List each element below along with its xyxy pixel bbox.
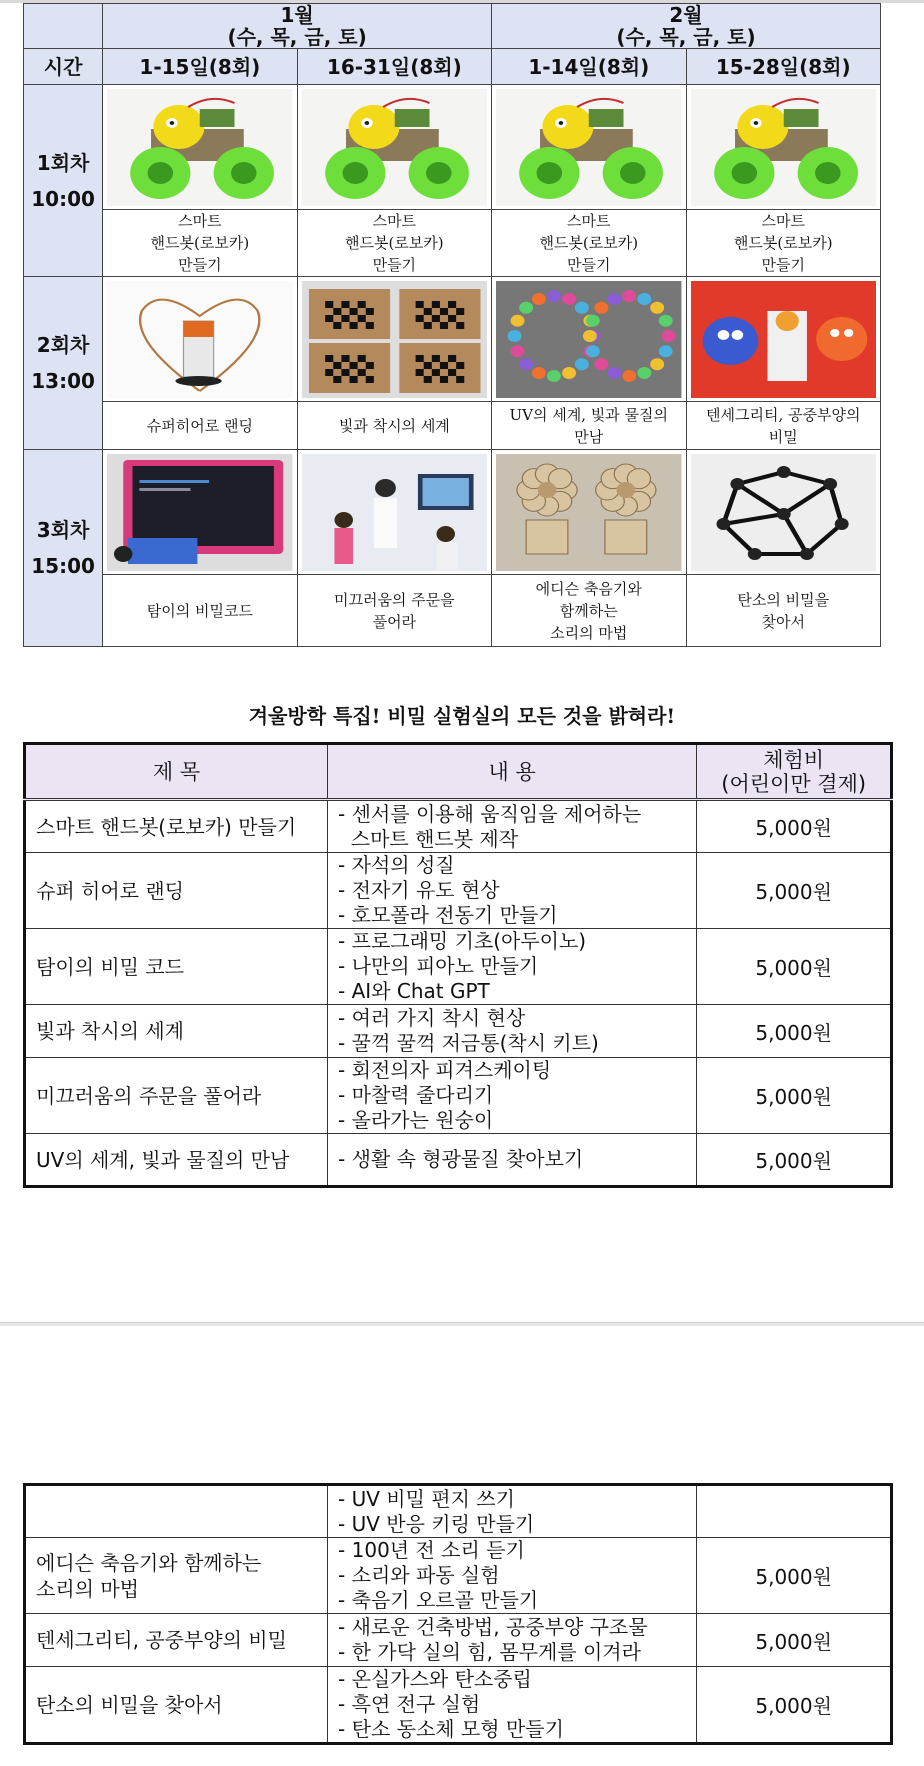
month-days: (수, 목, 금, 토) — [227, 25, 367, 49]
program-fee-cell — [697, 1485, 892, 1538]
content-line: - 프로그래밍 기초(아두이노) — [338, 929, 587, 953]
session-2-label — [24, 277, 103, 450]
program-row — [25, 1134, 892, 1187]
content-line: - 온실가스와 탄소중립 — [338, 1667, 532, 1691]
activity-caption: 스마트 핸드봇(로보카) 만들기 — [103, 210, 297, 277]
content-line: - 100년 전 소리 듣기 — [338, 1538, 525, 1562]
program-rows — [25, 800, 892, 1187]
content-line: - 소리와 파동 실험 — [338, 1563, 500, 1587]
program-row — [25, 1005, 892, 1058]
session-name: 2회차 — [36, 333, 90, 357]
corner-cell — [24, 4, 103, 49]
program-fee-cell: 5,000원 — [697, 1134, 892, 1187]
content-line: - 마찰력 줄다리기 — [338, 1083, 494, 1107]
period-header: 15-28일(8회) — [686, 49, 881, 85]
content-line: - 호모폴라 전동기 만들기 — [338, 903, 558, 927]
session-time: 13:00 — [31, 369, 95, 393]
program-content-cell — [328, 1058, 697, 1134]
program-row — [25, 800, 892, 853]
fee-header-line: 체험비 — [763, 747, 825, 772]
content-line: - UV 반응 키링 만들기 — [338, 1511, 535, 1536]
content-line: - 생활 속 형광물질 찾아보기 — [338, 1147, 584, 1171]
classroom-experiment-photo — [302, 454, 487, 571]
program-content-cell — [328, 853, 697, 929]
program-title-cell: 빛과 착시의 세계 — [25, 1005, 328, 1058]
content-line: - 올라가는 원숭이 — [338, 1108, 494, 1132]
photo-cell — [686, 277, 881, 402]
content-line: - 나만의 피아노 만들기 — [338, 954, 539, 978]
program-fee-cell: 5,000원 — [697, 1005, 892, 1058]
tensegrity-toy-photo — [691, 281, 877, 398]
photo-cell — [103, 277, 297, 402]
session-time: 15:00 — [31, 554, 95, 578]
content-line: - 자석의 성질 — [338, 853, 455, 877]
month-header-jan — [103, 4, 492, 49]
content-line: - 축음기 오르골 만들기 — [338, 1588, 539, 1612]
photo-cell — [492, 85, 686, 210]
activity-caption: 탐이의 비밀코드 — [103, 575, 297, 647]
content-column-header: 내 용 — [328, 744, 697, 800]
program-content-cell — [328, 1667, 697, 1744]
robot-car-photo — [691, 89, 877, 206]
program-table-continued — [23, 1483, 893, 1745]
period-header: 16-31일(8회) — [297, 49, 491, 85]
program-row — [25, 1538, 892, 1614]
activity-caption: 스마트 핸드봇(로보카) 만들기 — [492, 210, 686, 277]
content-line: - AI와 Chat GPT — [338, 979, 490, 1003]
program-title: 겨울방학 특집! 비밀 실험실의 모든 것을 밝혀라! — [248, 704, 676, 728]
page-break — [0, 1322, 924, 1326]
program-row — [25, 929, 892, 1005]
program-content-cell — [328, 1005, 697, 1058]
month-name: 1월 — [280, 3, 314, 27]
content-line: - 한 가닥 실의 힘, 몸무게를 이겨라 — [338, 1640, 641, 1664]
content-line: - 센서를 이용해 움직임을 제어하는 — [338, 801, 642, 826]
activity-caption: 스마트 핸드봇(로보카) 만들기 — [686, 210, 881, 277]
activity-caption: 스마트 핸드봇(로보카) 만들기 — [297, 210, 491, 277]
photo-cell — [686, 450, 881, 575]
content-line: - 흑연 전구 실험 — [338, 1692, 481, 1716]
photo-cell — [492, 277, 686, 402]
content-line: - UV 비밀 편지 쓰기 — [338, 1486, 515, 1511]
program-row — [25, 1485, 892, 1538]
program-title-cell: 탄소의 비밀을 찾아서 — [25, 1667, 328, 1744]
activity-caption: 빛과 착시의 세계 — [297, 402, 491, 450]
photo-cell — [297, 85, 491, 210]
program-row — [25, 853, 892, 929]
program-title-cell: UV의 세계, 빛과 물질의 만남 — [25, 1134, 328, 1187]
content-line: - 회전의자 피겨스케이팅 — [338, 1058, 552, 1082]
session-name: 3회차 — [36, 518, 90, 542]
photo-cell — [103, 85, 297, 210]
activity-caption: 텐세그리티, 공중부양의 비밀 — [686, 402, 881, 450]
program-fee-cell: 5,000원 — [697, 1058, 892, 1134]
activity-caption: 미끄러움의 주문을 풀어라 — [297, 575, 491, 647]
arduino-tablet-photo — [107, 454, 292, 571]
carbon-molecule-model-photo — [691, 454, 877, 571]
program-content-cell — [328, 1134, 697, 1187]
robot-car-photo — [302, 89, 487, 206]
program-fee-cell: 5,000원 — [697, 1538, 892, 1614]
program-fee-cell: 5,000원 — [697, 800, 892, 853]
magnet-heart-photo — [107, 281, 292, 398]
program-content-cell — [328, 1614, 697, 1667]
activity-caption: 슈퍼히어로 랜딩 — [103, 402, 297, 450]
content-line: 스마트 핸드봇 제작 — [338, 826, 519, 851]
program-title-cell: 탐이의 비밀 코드 — [25, 929, 328, 1005]
program-title-cell: 에디슨 축음기와 함께하는 소리의 마법 — [25, 1538, 328, 1614]
program-title-cell: 미끄러움의 주문을 풀어라 — [25, 1058, 328, 1134]
program-content-cell — [328, 800, 697, 853]
program-fee-cell: 5,000원 — [697, 1614, 892, 1667]
content-line: - 꿀꺽 꿀꺽 저금통(착시 키트) — [338, 1031, 599, 1055]
robot-car-photo — [496, 89, 681, 206]
activity-caption: 탄소의 비밀을 찾아서 — [686, 575, 881, 647]
program-content-cell — [328, 1485, 697, 1538]
program-fee-cell: 5,000원 — [697, 853, 892, 929]
fee-header-note: (어린이만 결제) — [721, 771, 867, 796]
session-name: 1회차 — [36, 150, 90, 175]
photo-cell — [297, 277, 491, 402]
title-column-header: 제 목 — [25, 744, 328, 800]
time-header: 시간 — [24, 49, 103, 85]
schedule-table — [23, 3, 881, 647]
uv-bead-bracelet-photo — [496, 281, 681, 398]
session-3-label — [24, 450, 103, 647]
content-line: - 탄소 동소체 모형 만들기 — [338, 1717, 564, 1741]
program-fee-cell: 5,000원 — [697, 929, 892, 1005]
program-rows — [25, 1485, 892, 1744]
program-content-cell — [328, 1538, 697, 1614]
month-days: (수, 목, 금, 토) — [616, 25, 756, 49]
program-row — [25, 1667, 892, 1744]
activity-caption: 에디슨 축음기와 함께하는 소리의 마법 — [492, 575, 686, 647]
content-line: - 여러 가지 착시 현상 — [338, 1006, 526, 1030]
optical-illusion-box-photo — [302, 281, 487, 398]
fee-column-header — [697, 744, 892, 800]
program-content-cell — [328, 929, 697, 1005]
robot-car-photo — [107, 89, 292, 206]
program-row — [25, 1614, 892, 1667]
month-name: 2월 — [669, 3, 703, 27]
photo-cell — [297, 450, 491, 575]
period-header: 1-14일(8회) — [492, 49, 686, 85]
program-row — [25, 1058, 892, 1134]
activity-caption: UV의 세계, 빛과 물질의 만남 — [492, 402, 686, 450]
session-1-label — [24, 85, 103, 277]
phonograph-craft-photo — [496, 454, 681, 571]
photo-cell — [492, 450, 686, 575]
photo-cell — [686, 85, 881, 210]
photo-cell — [103, 450, 297, 575]
program-title-cell: 슈퍼 히어로 랜딩 — [25, 853, 328, 929]
content-line: - 전자기 유도 현상 — [338, 878, 500, 902]
program-title-cell: 스마트 핸드봇(로보카) 만들기 — [25, 800, 328, 853]
period-header: 1-15일(8회) — [103, 49, 297, 85]
program-title-cell: 텐세그리티, 공중부양의 비밀 — [25, 1614, 328, 1667]
program-fee-cell: 5,000원 — [697, 1667, 892, 1744]
session-time: 10:00 — [31, 186, 95, 211]
program-table — [23, 742, 893, 1188]
program-title-cell — [25, 1485, 328, 1538]
content-line: - 새로운 건축방법, 공중부양 구조물 — [338, 1615, 648, 1639]
month-header-feb — [492, 4, 881, 49]
